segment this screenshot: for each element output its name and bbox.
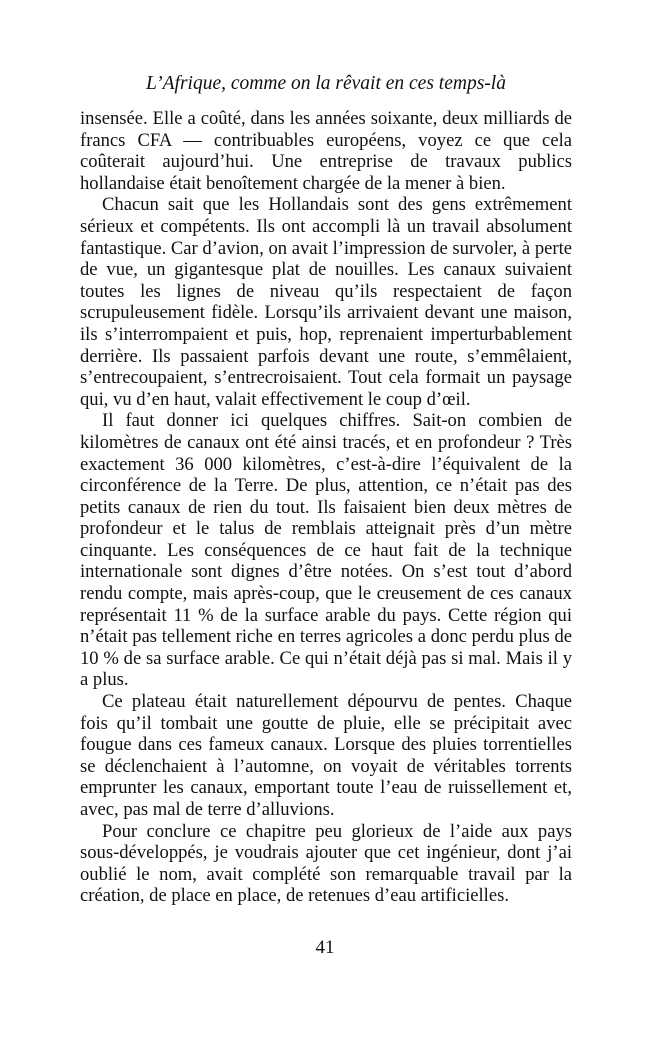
page-content bbox=[80, 72, 572, 907]
paragraph-5: Pour conclure ce chapitre peu glorieux de l’aide aux pays sous-développés, je voudrais ajouter que cet ingénieur, dont j’ai oublié le nom, avait complété son remarquable travail par la création, de place en place, de retenues d’eau artificielles. bbox=[80, 820, 572, 907]
paragraph-2: Chacun sait que les Hollandais sont des gens extrêmement sérieux et compétents. Ils ont accompli là un travail absolument fantastique. Car d’avion, on avait l’impression de survoler, à perte de vue, un gigantesque plat de nouilles. Les canaux suivaient toutes les lignes de niveau qu’ils respectaient de façon scrupuleusement fidèle. Lorsqu’ils arrivaient devant une maison, ils s’interrompaient et puis, hop, reprenaient imperturbablement derrière. Ils passaient parfois devant une route, s’emmêlaient, s’entrecoupaient, s’entrecroisaient. Tout cela formait un paysage qui, vu d’en haut, valait effectivement le coup d’œil. bbox=[80, 194, 572, 410]
paragraph-3: Il faut donner ici quelques chiffres. Sait-on combien de kilomètres de canaux ont été ainsi tracés, et en profondeur ? Très exactement 36 000 kilomètres, c’est-à-dire l’équivalent de la circonférence de la Terre. De plus, attention, ce n’était pas des petits canaux de rien du tout. Ils faisaient bien deux mètres de profondeur et le talus de remblais atteignait près d’un mètre cinquante. Les conséquences de ce haut fait de la technique internationale sont dignes d’être notées. On s’est tout d’abord rendu compte, mais après-coup, que le creusement de ces canaux représentait 11 % de la surface arable du pays. Cette région qui n’était pas tellement riche en terres agricoles a donc perdu plus de 10 % de sa surface arable. Ce qui n’était déjà pas si mal. Mais il y a plus. bbox=[80, 410, 572, 691]
paragraph-1: insensée. Elle a coûté, dans les années soixante, deux milliards de francs CFA — contribuables européens, voyez ce que cela coûterait aujourd’hui. Une entreprise de travaux publics hollandaise était benoîtement chargée de la mener à bien. bbox=[80, 108, 572, 194]
page-number: 41 bbox=[315, 937, 335, 958]
running-header: L’Afrique, comme on la rêvait en ces temps-là bbox=[146, 73, 506, 94]
body-text bbox=[80, 108, 572, 907]
paragraph-4: Ce plateau était naturellement dépourvu de pentes. Chaque fois qu’il tombait une goutte de pluie, elle se précipitait avec fougue dans ces fameux canaux. Lorsque des pluies torrentielles se déclenchaient à l’automne, on voyait de véritables torrents emprunter les canaux, emportant toute l’eau de ruissellement et, avec, pas mal de terre d’alluvions. bbox=[80, 691, 572, 820]
